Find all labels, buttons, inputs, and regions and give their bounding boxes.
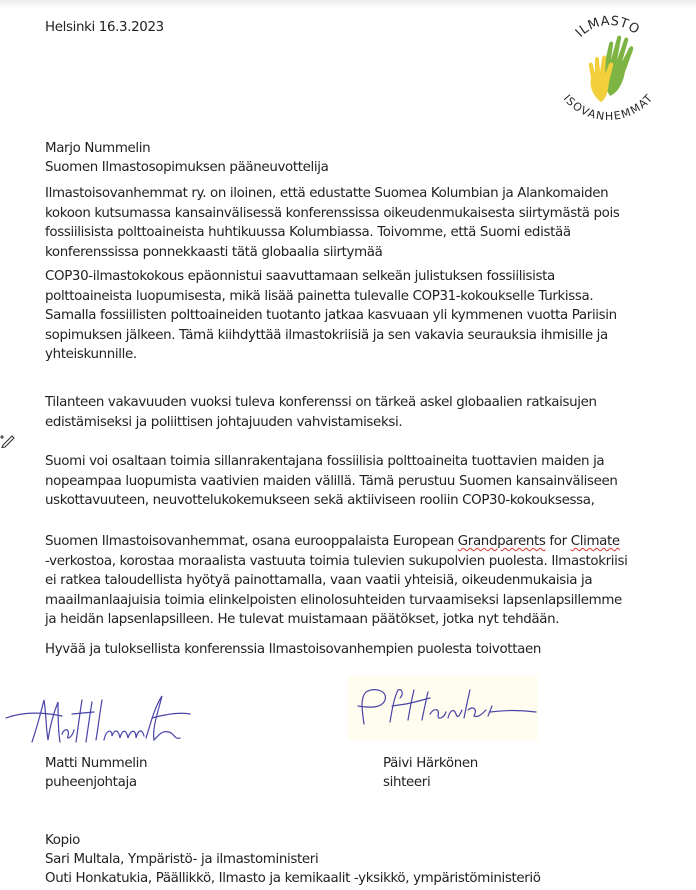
paragraph-4 [45,452,618,511]
paragraph-line: konferenssissa ponnekkaasti tätä globaalia siirtymää [45,244,383,260]
signatory-name: Päivi Härkönen [383,756,478,771]
svg-text:ISOVANHEMMAT [561,92,655,123]
paragraph-line: uskottavuuteen, neuvottelukokemukseen sekä aktiiviseen rooliin COP30-kokouksessa, [45,493,595,509]
paragraph-2 [45,267,617,365]
recipient-name: Marjo Nummelin [45,141,151,156]
signatory-1 [45,754,147,792]
paragraph-1 [45,184,620,262]
signatory-2 [383,754,478,792]
recipient-block [45,139,329,177]
closing-line: Hyvää ja tuloksellista konferenssia Ilmastoisovanhempien puolesta toivottaen [45,642,541,657]
page-top-edge [0,0,696,8]
paragraph-line: sopimuksen jälkeen. Tämä kiihdyttää ilmastokriisiä ja sen vakavia seurauksia ihmisille ja [45,327,608,343]
paragraph-line: COP30-ilmastokokous epäonnistui saavuttamaan selkeän julistuksen fossiilisista [45,269,555,284]
cc-recipient: Outi Honkatukia, Päällikkö, Ilmasto ja kemikaalit -yksikkö, ympäristöministeriö [45,871,541,886]
paragraph-line: ja heidän lapsenlapsilleen. He tulevat muistamaan päätökset, jotka nyt tehdään. [45,612,560,628]
paragraph-line: -verkostoa, korostaa moraalista vastuuta toimia tulevien sukupolvien puolesta. Ilmastokriisi [45,553,628,569]
line-text: Suomen Ilmastoisovanhemmat, osana eurooppalaista European [45,534,458,549]
paragraph-line: Samalla fossiilisten polttoaineiden tuotanto jatkaa kasvuaan yli kymmenen vuotta Pariisin [45,308,617,324]
spellcheck-word[interactable]: Climate [570,534,620,549]
paragraph-line: Suomi voi osaltaan toimia sillanrakentajana fossiilisia polttoaineita tuottavien maiden ja [45,454,605,469]
svg-text:ILMASTO [573,14,642,41]
signature-matti-icon [2,690,192,750]
signatory-name: Matti Nummelin [45,756,148,771]
paragraph-5 [45,532,628,630]
line-text: for [545,534,571,549]
paragraph-line: edistämiseksi ja poliittisen johtajuuden vahvistamiseksi. [45,414,403,430]
paragraph-line: nopeampaa luopumista vaativien maiden välillä. Tämä perustuu Suomen kansainväliseen [45,473,618,489]
paragraph-line [45,532,628,552]
paragraph-line: maailmanlaajuisia toimia elinkelpoisten elinolosuhteiden turvaamiseksi lapsenlapsillemme [45,592,622,608]
paragraph-line: fossiilisista polttoaineista huhtikuussa Kolumbiassa. Toivomme, että Suomi edistää [45,225,571,241]
ilmasto-isovanhemmat-logo [548,12,668,128]
paragraph-line: yhteiskunnille. [45,347,137,363]
edit-pen-icon[interactable] [0,432,18,448]
recipient-title: Suomen Ilmastosopimuksen pääneuvottelija [45,160,329,175]
paragraph-line: Tilanteen vakavuuden vuoksi tuleva konferenssi on tärkeä askel globaalien ratkaisujen [45,395,597,410]
logo-text-bottom: ISOVANHEMMAT [560,92,656,124]
paragraph-line: ei ratkea taloudellista hyötyä painottamalla, vaan vaatii yhteisiä, oikeudenmukaisia ja [45,573,593,589]
signature-paivi-icon [350,680,540,735]
cc-block [45,831,541,888]
place-date: Helsinki 16.3.2023 [45,20,164,35]
signatory-role: sihteeri [383,775,431,790]
spellcheck-word[interactable]: Grandparents [457,534,546,549]
paragraph-line: kokoon kutsumassa kansainvälisessä konferenssissa oikeudenmukaisesta siirtymästä pois [45,205,620,221]
paragraph-line: Ilmastoisovanhemmat ry. on iloinen, että edustatte Suomea Kolumbian ja Alankomaiden [45,186,609,201]
signatory-role: puheenjohtaja [45,775,137,790]
logo-text-top: ILMASTO [572,13,643,41]
cc-label: Kopio [45,833,80,848]
hands-logo-icon [589,35,633,102]
cc-recipient: Sari Multala, Ympäristö- ja ilmastoministeri [45,852,319,867]
paragraph-line: polttoaineista luopumisesta, mikä lisää painetta tulevalle COP31-kokoukselle Turkissa. [45,288,594,304]
paragraph-3 [45,393,597,432]
